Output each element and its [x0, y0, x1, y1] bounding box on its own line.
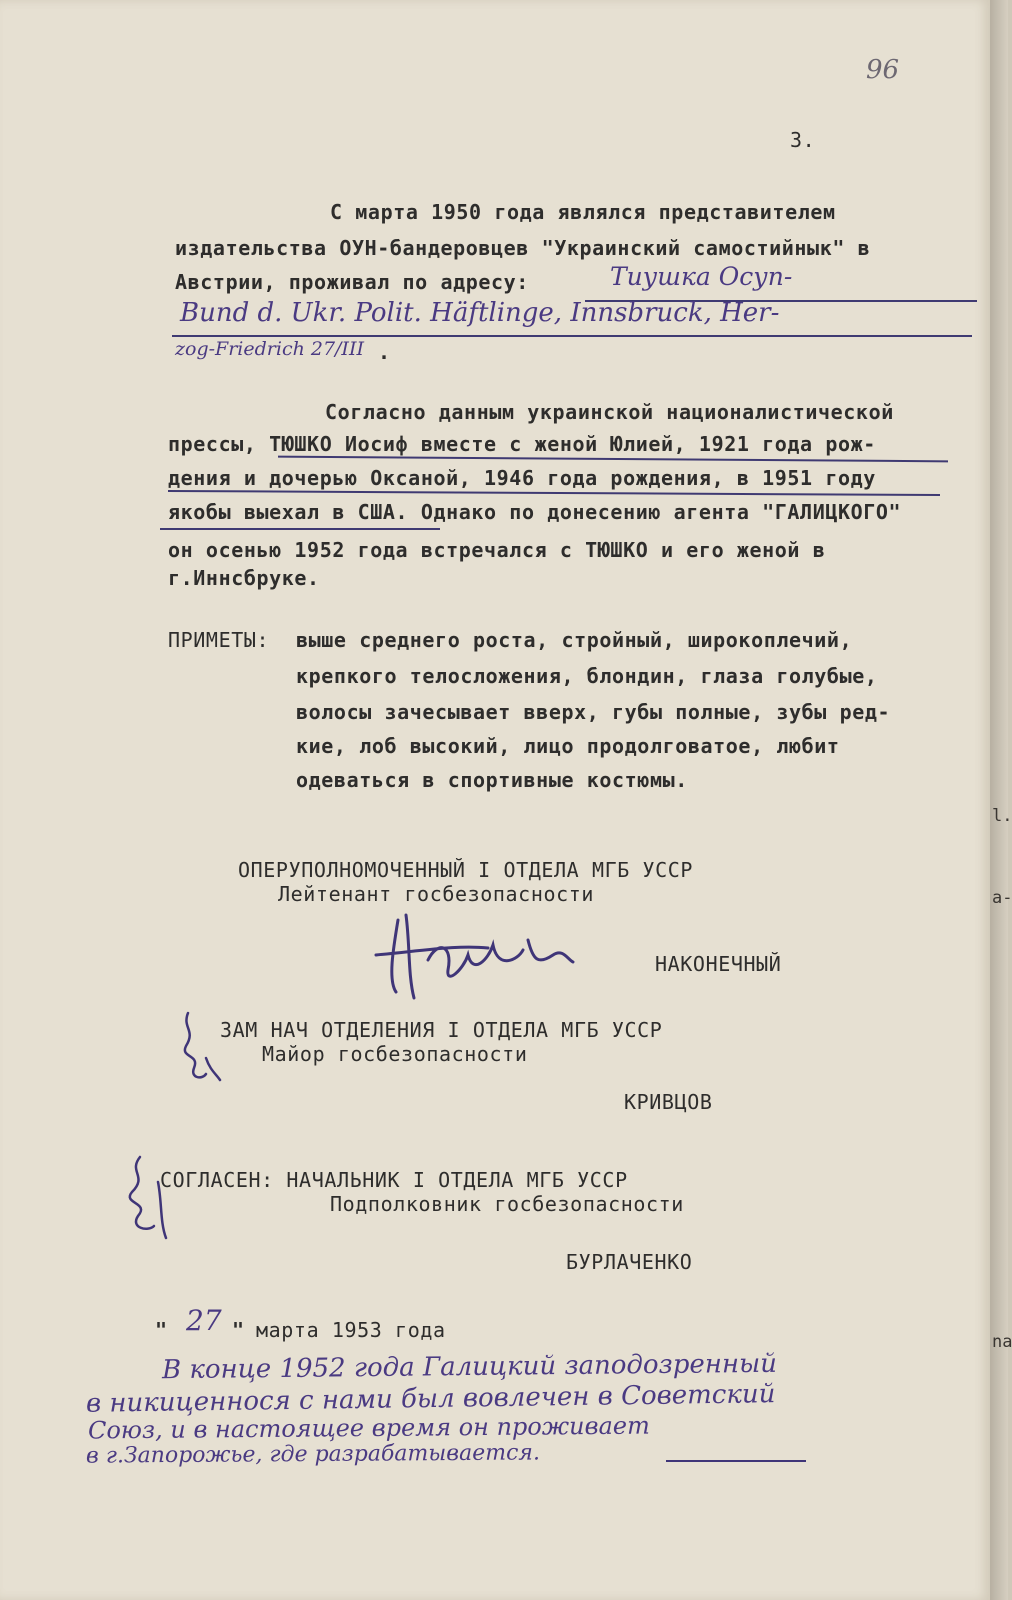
sig3-title: СОГЛАСЕН: НАЧАЛЬНИК I ОТДЕЛА МГБ УССР [160, 1168, 628, 1192]
address-handwritten-2: Bund d. Ukr. Polit. Häftlinge, Innsbruck, Her- [180, 298, 780, 328]
para2-line5: он осенью 1952 года встречался с ТЮШКО и его женой в [168, 538, 826, 562]
note-line2: в никиценнося с нами был вовлечен в Советский [85, 1379, 776, 1419]
edge-fragment-2: a- [992, 888, 1012, 908]
address-end: . [378, 340, 391, 364]
address-handwritten-3: zog-Friedrich 27/III [175, 338, 364, 360]
date-rest: марта 1953 года [256, 1318, 446, 1342]
primety-line4: кие, лоб высокий, лицо продолговатое, любит [296, 734, 840, 758]
primety-line3: волосы зачесывает вверх, губы полные, зубы ред- [296, 700, 891, 724]
sig2-name: КРИВЦОВ [624, 1090, 713, 1114]
edge-fragment-3: na [992, 1332, 1012, 1352]
signature-nakonechny [368, 900, 588, 1010]
address-underline-2 [172, 335, 972, 337]
address-handwritten-1: Тиушка Осуп- [610, 262, 793, 291]
primety-label: ПРИМЕТЫ: [168, 628, 270, 652]
para2-underline-1 [278, 456, 948, 463]
primety-line1: выше среднего роста, стройный, широкоплечий, [296, 628, 853, 652]
para2-line4: якобы выехал в США. Однако по донесению агента "ГАЛИЦКОГО" [168, 500, 902, 524]
note-line4: в г.Запорожье, где разрабатывается. [85, 1440, 541, 1469]
para2-line3: дения и дочерью Оксаной, 1946 года рождения, в 1951 году [168, 466, 876, 490]
adjacent-page-edge [990, 0, 1008, 1600]
para1-line2: издательства ОУН-бандеровцев "Украинский самостийнык" в [175, 236, 871, 260]
para2-underline-3 [160, 528, 440, 530]
note-line1: В конце 1952 года Галицкий заподозренный [161, 1348, 778, 1386]
sig3-rank: Подполковник госбезопасности [330, 1192, 684, 1216]
note-line3: Союз, и в настоящее время он проживает [87, 1411, 650, 1445]
para2-line1: Согласно данным украинской националистической [325, 400, 894, 424]
sig1-name: НАКОНЕЧНЫЙ [655, 952, 782, 976]
note-strikethrough [666, 1460, 806, 1462]
primety-line5: одеваться в спортивные костюмы. [296, 768, 688, 792]
edge-fragment-1: l. [992, 806, 1012, 826]
pencil-page-number: 96 [866, 55, 900, 85]
typed-page-number: 3. [790, 128, 816, 152]
sig3-name: БУРЛАЧЕНКО [566, 1250, 693, 1274]
para2-line2: прессы, ТЮШКО Иосиф вместе с женой Юлией, 1921 года рож- [168, 432, 876, 456]
sig2-title: ЗАМ НАЧ ОТДЕЛЕНИЯ I ОТДЕЛА МГБ УССР [220, 1018, 663, 1042]
sig1-rank: Лейтенант госбезопасности [278, 882, 595, 906]
date-day-handwritten: 27 [186, 1304, 222, 1337]
sig1-title: ОПЕРУПОЛНОМОЧЕННЫЙ I ОТДЕЛА МГБ УССР [238, 858, 694, 882]
para1-line1: С марта 1950 года являлся представителем [330, 200, 836, 224]
date-close-quote: " [232, 1318, 245, 1342]
para1-line3: Австрии, проживал по адресу: [175, 270, 529, 294]
sig2-rank: Майор госбезопасности [262, 1042, 528, 1066]
initials-mark-3 [118, 1152, 178, 1242]
para2-underline-2 [168, 490, 940, 496]
para2-line6: г.Иннсбруке. [168, 566, 320, 590]
date-open-quote: " [155, 1318, 168, 1342]
primety-line2: крепкого телосложения, блондин, глаза голубые, [296, 664, 878, 688]
